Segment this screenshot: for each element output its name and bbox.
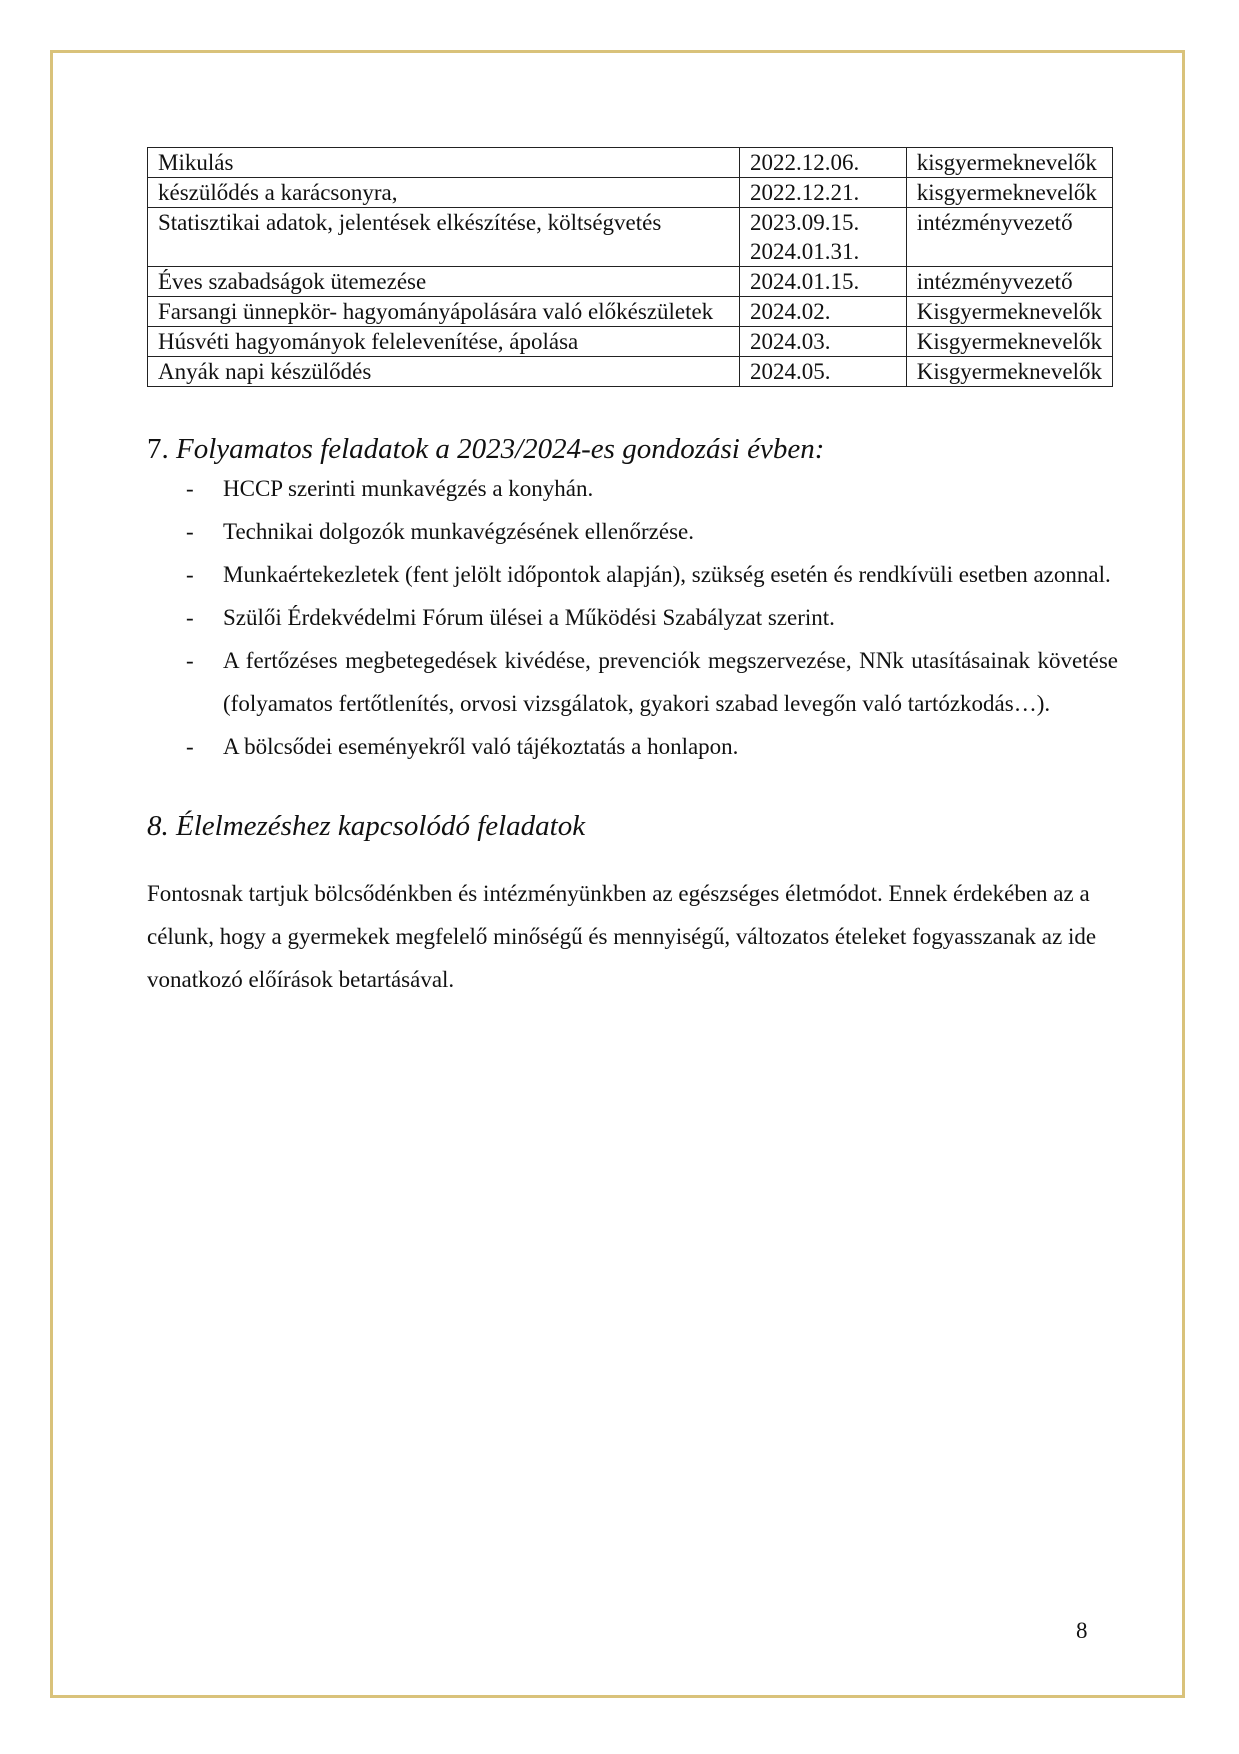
section-7-heading [147,431,1118,467]
section-8-heading: 8. Élelmezéshez kapcsolódó feladatok [147,810,586,842]
date-cell [739,297,906,327]
bullet-dash: - [186,648,194,673]
table-row [148,327,1113,357]
task-cell: Mikulás [148,148,740,178]
bullet-dash: - [186,476,194,501]
bullet-dash: - [186,519,194,544]
list-item [147,467,1118,510]
list-item [147,510,1118,553]
date-value: 2024.02. [749,299,831,324]
date-value: 2024.01.31. [749,239,860,264]
date-cell [739,327,906,357]
table-row [148,148,1113,178]
responsible-cell: intézményvezető [906,208,1112,267]
list-item-text: Szülői Érdekvédelmi Fórum ülései a Működési Szabályzat szerint. [223,605,835,630]
date-value: 2022.12.06. [749,150,860,175]
task-cell: Húsvéti hagyományok felelevenítése, ápolása [148,327,740,357]
date-cell [739,208,906,267]
date-value: 2022.12.21. [749,180,860,205]
responsible-cell: Kisgyermeknevelők [906,327,1112,357]
responsible-cell: intézményvezető [906,267,1112,297]
date-value: 2024.01.15. [749,269,860,294]
list-item [147,639,1118,725]
bullet-dash: - [186,562,194,587]
bullet-dash: - [186,605,194,630]
schedule-table [147,147,1113,387]
section-7-number: 7. [147,433,169,465]
responsible-cell: Kisgyermeknevelők [906,357,1112,387]
list-item-text: A bölcsődei eseményekről való tájékoztatás a honlapon. [223,734,739,759]
list-item-text: A fertőzéses megbetegedések kivédése, prevenciók megszervezése, NNk utasításainak követése (folyamatos fertőtlenítés, orvosi vizsgálatok, gyakori szabad levegőn való tartózkodás…). [223,648,1118,716]
list-item [147,553,1118,596]
table-row [148,297,1113,327]
date-value: 2023.09.15. [749,210,860,235]
task-cell: Éves szabadságok ütemezése [148,267,740,297]
section-7-title: Folyamatos feladatok a 2023/2024-es gondozási évben: [176,433,825,465]
date-cell [739,148,906,178]
date-cell [739,357,906,387]
task-cell: készülődés a karácsonyra, [148,178,740,208]
list-item [147,596,1118,639]
responsible-cell: Kisgyermeknevelők [906,297,1112,327]
list-item [147,725,1118,768]
list-item-text: Munkaértekezletek (fent jelölt időpontok alapján), szükség esetén és rendkívüli esetben azonnal. [223,562,1111,587]
list-item-text: Technikai dolgozók munkavégzésének ellenőrzése. [223,519,694,544]
table-row [148,357,1113,387]
responsible-cell: kisgyermeknevelők [906,148,1112,178]
bullet-dash: - [186,734,194,759]
continuous-tasks-list [147,467,1118,768]
date-cell [739,178,906,208]
table-row [148,178,1113,208]
date-cell [739,267,906,297]
date-value: 2024.03. [749,329,831,354]
section-8-paragraph: Fontosnak tartjuk bölcsődénkben és intézményünkben az egészséges életmódot. Ennek érdekében az a célunk, hogy a gyermekek megfelelő minőségű és mennyiségű, változatos ételeket fogyasszanak az ide vonatkozó előírások betartásával. [147,881,1097,992]
responsible-cell: kisgyermeknevelők [906,178,1112,208]
table-row [148,208,1113,267]
task-cell: Statisztikai adatok, jelentések elkészítése, költségvetés [148,208,740,267]
page-content [147,147,1118,1001]
date-value: 2024.05. [749,359,831,384]
list-item-text: HCCP szerinti munkavégzés a konyhán. [223,476,594,501]
page-number: 8 [1076,1618,1088,1643]
table-row [148,267,1113,297]
task-cell: Farsangi ünnepkör- hagyományápolására való előkészületek [148,297,740,327]
task-cell: Anyák napi készülődés [148,357,740,387]
